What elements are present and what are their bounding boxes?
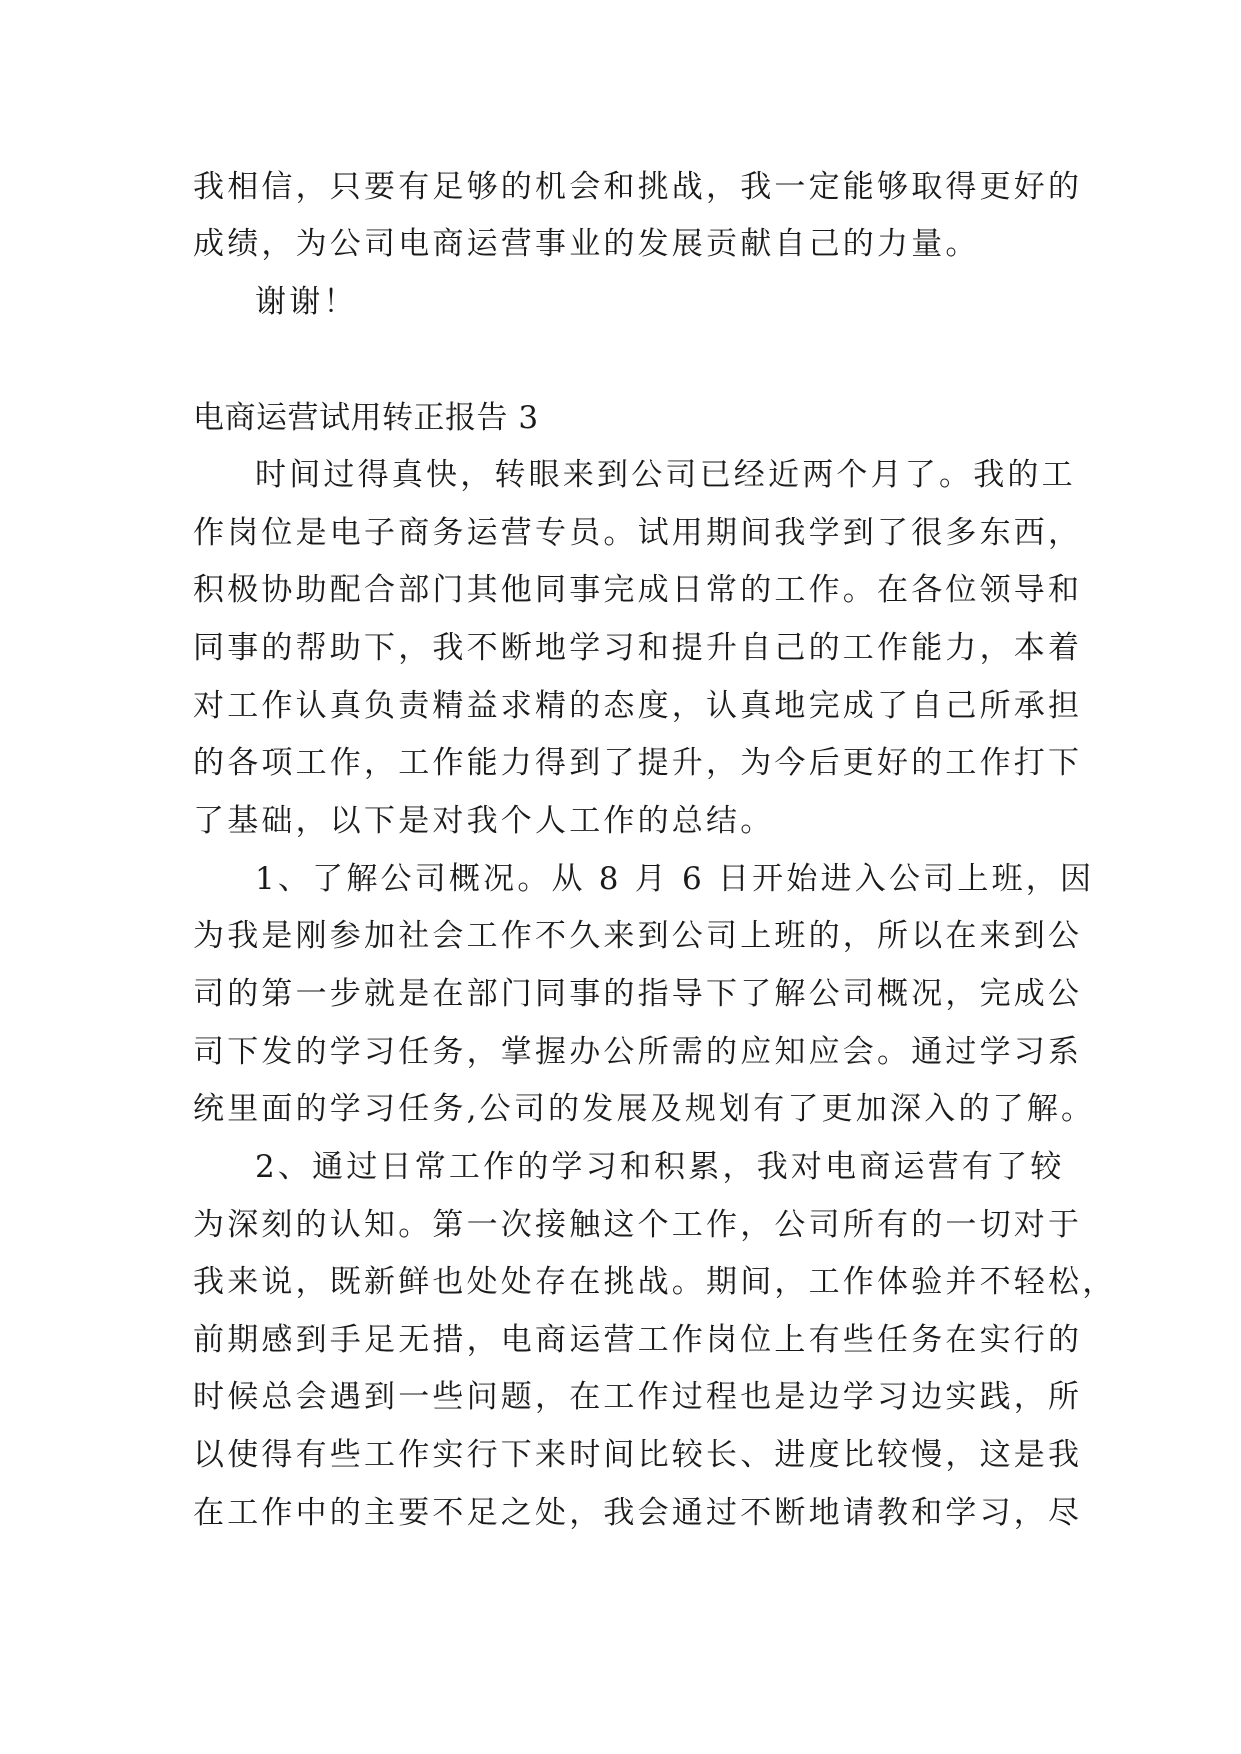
paragraph-line: 对工作认真负责精益求精的态度，认真地完成了自己所承担 <box>193 688 1083 724</box>
paragraph-line: 1、了解公司概况。从 8 月 6 日开始进入公司上班，因 <box>255 861 1095 897</box>
paragraph-line: 同事的帮助下，我不断地学习和提升自己的工作能力，本着 <box>193 630 1083 666</box>
paragraph-line: 为我是刚参加社会工作不久来到公司上班的，所以在来到公 <box>193 918 1083 954</box>
section-heading: 电商运营试用转正报告 3 <box>193 400 539 436</box>
paragraph-line: 司的第一步就是在部门同事的指导下了解公司概况，完成公 <box>193 976 1083 1012</box>
paragraph-line: 2、通过日常工作的学习和积累，我对电商运营有了较 <box>255 1149 1065 1185</box>
paragraph-line: 我来说，既新鲜也处处存在挑战。期间，工作体验并不轻松， <box>193 1264 1117 1300</box>
paragraph-line: 我相信，只要有足够的机会和挑战，我一定能够取得更好的 <box>193 169 1083 205</box>
paragraph-line: 的各项工作，工作能力得到了提升，为今后更好的工作打下 <box>193 745 1083 781</box>
paragraph-line: 时间过得真快，转眼来到公司已经近两个月了。我的工 <box>255 457 1076 493</box>
paragraph-line: 以使得有些工作实行下来时间比较长、进度比较慢，这是我 <box>193 1437 1083 1473</box>
paragraph-line: 司下发的学习任务，掌握办公所需的应知应会。通过学习系 <box>193 1034 1083 1070</box>
paragraph-line: 为深刻的认知。第一次接触这个工作，公司所有的一切对于 <box>193 1207 1083 1243</box>
closing-thanks: 谢谢！ <box>255 284 358 320</box>
paragraph-line: 在工作中的主要不足之处，我会通过不断地请教和学习，尽 <box>193 1495 1083 1531</box>
paragraph-line: 积极协助配合部门其他同事完成日常的工作。在各位领导和 <box>193 572 1083 608</box>
paragraph-line: 成绩，为公司电商运营事业的发展贡献自己的力量。 <box>193 226 980 262</box>
paragraph-line: 时候总会遇到一些问题，在工作过程也是边学习边实践，所 <box>193 1379 1083 1415</box>
paragraph-line: 作岗位是电子商务运营专员。试用期间我学到了很多东西， <box>193 515 1083 551</box>
paragraph-line: 统里面的学习任务,公司的发展及规划有了更加深入的了解。 <box>193 1091 1096 1127</box>
paragraph-line: 了基础，以下是对我个人工作的总结。 <box>193 803 775 839</box>
paragraph-line: 前期感到手足无措，电商运营工作岗位上有些任务在实行的 <box>193 1322 1083 1358</box>
